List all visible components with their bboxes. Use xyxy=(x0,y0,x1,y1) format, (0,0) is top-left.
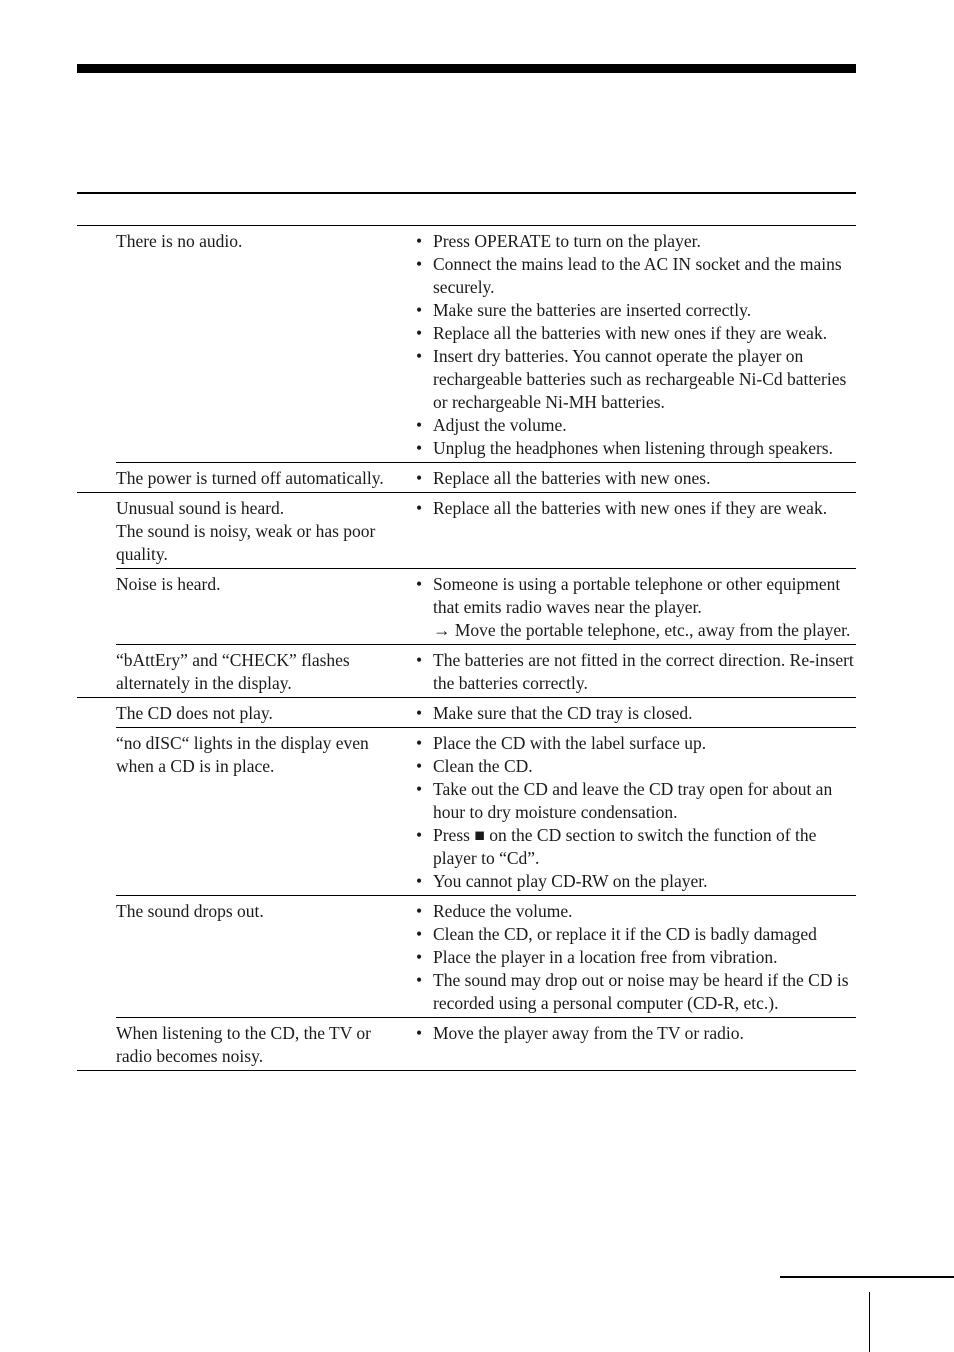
remedy-item: • Place the CD with the label surface up. xyxy=(416,732,856,755)
remedy-item: • Press ■ on the CD section to switch the function of the player to “Cd”. xyxy=(416,824,856,870)
remedy-list xyxy=(416,900,856,1015)
header-rule xyxy=(77,192,856,194)
table-row xyxy=(77,896,856,1018)
remedy-item: • Adjust the volume. xyxy=(416,414,856,437)
symptom-text: The CD does not play. xyxy=(116,703,273,723)
row-separator xyxy=(77,1070,856,1071)
symptom-text: Unusual sound is heard. The sound is noisy, weak or has poor quality. xyxy=(116,498,376,564)
symptom-text: “no dISC“ lights in the display even when a CD is in place. xyxy=(116,733,369,776)
table-row xyxy=(77,226,856,463)
symptom-text: The power is turned off automatically. xyxy=(116,468,384,488)
header-bar xyxy=(77,64,856,73)
table-row xyxy=(77,1018,856,1071)
remedy-item: • You cannot play CD-RW on the player. xyxy=(416,870,856,893)
symptom-text: “bAttEry” and “CHECK” flashes alternately in the display. xyxy=(116,650,350,693)
remedy-item: • Connect the mains lead to the AC IN socket and the mains securely. xyxy=(416,253,856,299)
footer-divider xyxy=(869,1292,870,1352)
troubleshooting-table xyxy=(77,225,856,1071)
remedy-list xyxy=(416,702,856,725)
table-row xyxy=(77,463,856,493)
remedy-item: • Clean the CD. xyxy=(416,755,856,778)
remedy-item: • Replace all the batteries with new ones if they are weak. xyxy=(416,322,856,345)
remedy-list xyxy=(416,732,856,893)
remedy-list xyxy=(416,573,856,642)
symptom-text: When listening to the CD, the TV or radio becomes noisy. xyxy=(116,1023,372,1066)
remedy-list xyxy=(416,497,856,566)
remedy-list xyxy=(416,230,856,460)
remedy-list xyxy=(416,1022,856,1068)
table-row xyxy=(77,569,856,645)
symptom-text: There is no audio. xyxy=(116,231,243,251)
remedy-item: • Clean the CD, or replace it if the CD is badly damaged xyxy=(416,923,856,946)
table-row xyxy=(77,728,856,896)
remedy-item: • The sound may drop out or noise may be heard if the CD is recorded using a personal computer (CD-R, etc.). xyxy=(416,969,856,1015)
remedy-item: • The batteries are not fitted in the correct direction. Re-insert the batteries correctly. xyxy=(416,649,856,695)
symptom-text: The sound drops out. xyxy=(116,901,264,921)
remedy-item: • Move the player away from the TV or radio. xyxy=(416,1022,856,1045)
table-row xyxy=(77,698,856,728)
remedy-item: • Make sure the batteries are inserted correctly. xyxy=(416,299,856,322)
remedy-item: • Replace all the batteries with new ones if they are weak. xyxy=(416,497,856,520)
remedy-list xyxy=(416,467,856,490)
footer-rule xyxy=(780,1276,954,1278)
remedy-item: • Take out the CD and leave the CD tray open for about an hour to dry moisture condensation. xyxy=(416,778,856,824)
remedy-item: • Reduce the volume. xyxy=(416,900,856,923)
remedy-item: • Insert dry batteries. You cannot operate the player on rechargeable batteries such as rechargeable Ni-Cd batteries or rechargeable Ni-MH batteries. xyxy=(416,345,856,414)
remedy-item: • Make sure that the CD tray is closed. xyxy=(416,702,856,725)
symptom-text: Noise is heard. xyxy=(116,574,221,594)
remedy-item: • Press OPERATE to turn on the player. xyxy=(416,230,856,253)
remedy-item: • Someone is using a portable telephone or other equipment that emits radio waves near the player. → Move the portable telephone, etc., away from the player. xyxy=(416,573,856,642)
remedy-item: • Place the player in a location free from vibration. xyxy=(416,946,856,969)
table-row xyxy=(77,493,856,569)
remedy-list xyxy=(416,649,856,695)
remedy-item: • Replace all the batteries with new ones. xyxy=(416,467,856,490)
remedy-item: • Unplug the headphones when listening through speakers. xyxy=(416,437,856,460)
table-row xyxy=(77,645,856,698)
